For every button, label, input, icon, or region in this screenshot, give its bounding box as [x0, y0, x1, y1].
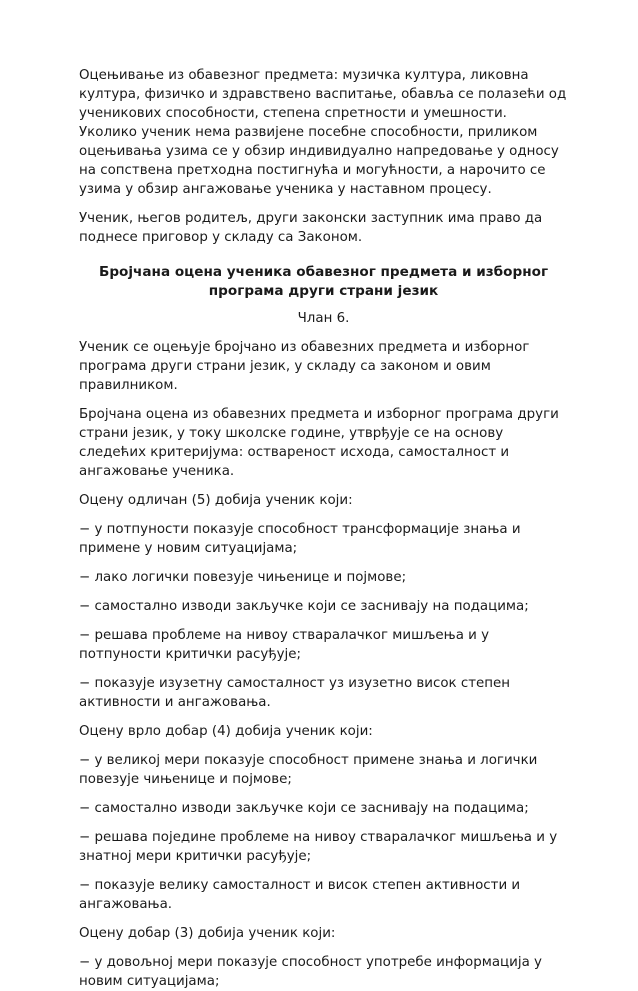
list-item: − самостално изводи закључке који се заснивају на подацима;	[79, 801, 529, 816]
grade-intro-very-good: Оцену врло добар (4) добија ученик који:	[79, 724, 373, 739]
list-item: − у потпуности показује способност трансформације знања и примене у новим ситуацијама;	[79, 522, 521, 556]
list-item: − у довољној мери показује способност употребе информација у новим ситуацијама;	[79, 955, 542, 989]
list-item: − лако логички повезује чињенице и појмове;	[79, 570, 407, 585]
paragraph-appeal-right: Ученик, његов родитељ, други законски заступник има право да поднесе приговор у складу са Законом.	[79, 211, 543, 245]
list-item: − показује изузетну самосталност уз изузетно висок степен активности и ангажовања.	[79, 676, 511, 710]
list-item: − решава поједине проблеме на нивоу стваралачког мишљења и у знатној мери критички расуђује;	[79, 830, 558, 864]
grade-intro-excellent: Оцену одличан (5) добија ученик који:	[79, 493, 353, 508]
list-item: − показује велику самосталност и висок степен активности и ангажовања.	[79, 878, 521, 912]
grade-intro-good: Оцену добар (3) добија ученик који:	[79, 926, 336, 941]
paragraph: Ученик се оцењује бројчано из обавезних предмета и изборног програма други страни језик, у складу са законом и овим правилником.	[79, 340, 530, 393]
section-heading: Бројчана оцена ученика обавезног предмета и изборног програма други страни језик	[98, 264, 549, 299]
list-item: − решава проблеме на нивоу стваралачког мишљења и у потпуности критички расуђује;	[79, 628, 490, 662]
paragraph-assessment-arts: Оцењивање из обавезног предмета: музичка култура, ликовна култура, физичко и здравствено васпитање, обавља се полазећи од ученикових способности, степена спретности и умешности. Уколико ученик нема развијене посебне способности, приликом оцењивања узима се у обзир индивидуално напредовање у односу на сопствена претходна постигнућа и могућности, а нарочито се узима у обзир ангажовање ученика у наставном процесу.	[79, 68, 567, 197]
list-item: − самостално изводи закључке који се заснивају на подацима;	[79, 599, 529, 614]
paragraph: Бројчана оцена из обавезних предмета и изборног програма други страни језик, у току школске године, утврђује се на основу следећих критеријума: оствареност исхода, самосталност и ангажовање ученика.	[79, 407, 559, 479]
article-number: Члан 6.	[297, 311, 350, 326]
list-item: − у великој мери показује способност примене знања и логички повезује чињенице и појмове;	[79, 753, 538, 787]
